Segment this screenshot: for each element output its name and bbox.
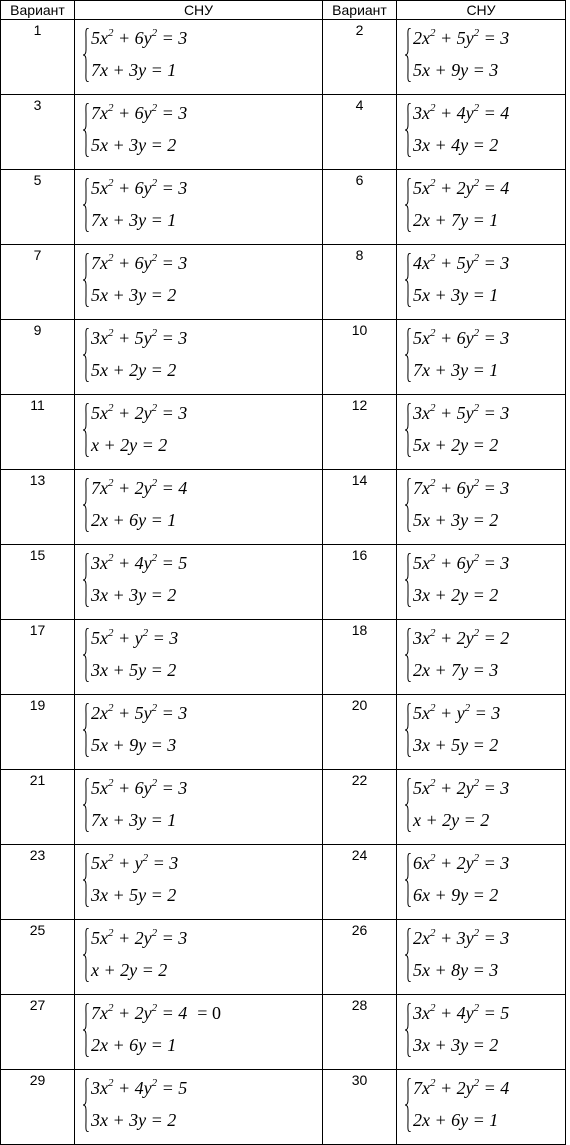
- equation-system: [75, 320, 322, 392]
- left-brace-icon: [83, 253, 89, 307]
- variant-number-left: 17: [1, 620, 75, 695]
- equation-system: [397, 845, 565, 917]
- equation-second: 2x + 6y = 1: [91, 510, 177, 530]
- equation-first: $3x^2 + 4y^2 = 5$: [91, 1077, 188, 1098]
- equation-system-right: [397, 620, 566, 695]
- table-body: [1, 20, 566, 1145]
- equation-system-left: [75, 20, 323, 95]
- variant-number-right: 4: [323, 95, 397, 170]
- left-brace-icon: [83, 403, 89, 457]
- equation-first: $5x^2 + 2y^2 = 3$: [91, 927, 188, 948]
- left-brace-icon: [83, 28, 89, 82]
- equation-second: 5x + 9y = 3: [413, 60, 499, 80]
- equation-system-left: [75, 770, 323, 845]
- equation-system-left: [75, 245, 323, 320]
- left-brace-icon: [405, 778, 411, 832]
- equation-system-left: [75, 695, 323, 770]
- equation-second: 3x + 3y = 2: [91, 1110, 177, 1130]
- equation-second: 7x + 3y = 1: [413, 360, 499, 380]
- left-brace-icon: [83, 328, 89, 382]
- left-brace-icon: [83, 778, 89, 832]
- equation-first: $3x^2 + 4y^2 = 5$: [91, 552, 188, 573]
- equation-system: [397, 995, 565, 1067]
- table-row: [1, 95, 566, 170]
- variant-number-right: 2: [323, 20, 397, 95]
- variant-number-right: 30: [323, 1070, 397, 1145]
- variant-number-right: 10: [323, 320, 397, 395]
- variant-number-left: 25: [1, 920, 75, 995]
- header-variant-right: Вариант: [323, 1, 397, 20]
- equation-system: [397, 620, 565, 692]
- left-brace-icon: [405, 328, 411, 382]
- variant-number-right: 20: [323, 695, 397, 770]
- table-row: [1, 245, 566, 320]
- equation-second: 3x + 3y = 2: [413, 1035, 499, 1055]
- equation-system-right: [397, 920, 566, 995]
- equation-system: [75, 395, 322, 467]
- equation-system-right: [397, 995, 566, 1070]
- variant-number-left: 1: [1, 20, 75, 95]
- equation-second: 6x + 9y = 2: [413, 885, 499, 905]
- equation-system: [397, 95, 565, 167]
- equation-system: [75, 245, 322, 317]
- table-row: [1, 770, 566, 845]
- equation-first: $7x^2 + 6y^2 = 3$: [91, 252, 188, 273]
- left-brace-icon: [405, 853, 411, 907]
- equation-second: 2x + 7y = 1: [413, 210, 499, 230]
- equation-first: $5x^2 + 2y^2 = 3$: [413, 777, 510, 798]
- header-row: [1, 1, 566, 20]
- equation-system-left: [75, 470, 323, 545]
- equation-system: [397, 1070, 565, 1142]
- left-brace-icon: [83, 1078, 89, 1132]
- equation-second: 7x + 3y = 1: [91, 210, 177, 230]
- equation-second: x + 2y = 2: [413, 810, 490, 830]
- equation-first: $5x^2 + y^2 = 3$: [91, 627, 179, 648]
- table-row: [1, 620, 566, 695]
- table-row: [1, 20, 566, 95]
- variant-number-left: 7: [1, 245, 75, 320]
- table-row: [1, 470, 566, 545]
- variant-number-right: 6: [323, 170, 397, 245]
- equation-system: [75, 920, 322, 992]
- equation-system-left: [75, 320, 323, 395]
- equation-system-right: [397, 320, 566, 395]
- table-row: [1, 395, 566, 470]
- equation-first: $3x^2 + 5y^2 = 3$: [91, 327, 188, 348]
- left-brace-icon: [83, 103, 89, 157]
- equation-system-right: [397, 545, 566, 620]
- equation-first: $2x^2 + 5y^2 = 3$: [91, 702, 188, 723]
- equation-first: $2x^2 + 5y^2 = 3$: [413, 27, 510, 48]
- equation-second: 2x + 6y = 1: [413, 1110, 499, 1130]
- equation-system: [75, 845, 322, 917]
- equation-second: 5x + 3y = 2: [413, 510, 499, 530]
- variant-number-right: 8: [323, 245, 397, 320]
- equation-system-right: [397, 20, 566, 95]
- header-system-left: СНУ: [75, 1, 323, 20]
- equation-first: $3x^2 + 4y^2 = 4$: [413, 102, 510, 123]
- table-row: [1, 545, 566, 620]
- variant-number-left: 19: [1, 695, 75, 770]
- equation-second: 5x + 2y = 2: [91, 360, 177, 380]
- variant-number-right: 18: [323, 620, 397, 695]
- variant-number-right: 14: [323, 470, 397, 545]
- equation-first: $2x^2 + 3y^2 = 3$: [413, 927, 510, 948]
- equation-second: 5x + 3y = 2: [91, 285, 177, 305]
- equation-system: [75, 470, 322, 542]
- equation-second: 7x + 3y = 1: [91, 810, 177, 830]
- equation-first: $5x^2 + y^2 = 3$: [91, 852, 179, 873]
- equation-system-right: [397, 470, 566, 545]
- equation-system-right: [397, 95, 566, 170]
- table-row: [1, 845, 566, 920]
- equation-system: [397, 320, 565, 392]
- equation-system: [75, 545, 322, 617]
- left-brace-icon: [83, 628, 89, 682]
- equation-second: 5x + 3y = 2: [91, 135, 177, 155]
- equation-second: 5x + 2y = 2: [413, 435, 499, 455]
- table-row: [1, 320, 566, 395]
- equation-first: $5x^2 + 6y^2 = 3$: [413, 327, 510, 348]
- left-brace-icon: [405, 1078, 411, 1132]
- equation-system-left: [75, 170, 323, 245]
- equation-first: $7x^2 + 6y^2 = 3$: [413, 477, 510, 498]
- equation-first: $5x^2 + 6y^2 = 3$: [91, 777, 188, 798]
- left-brace-icon: [83, 478, 89, 532]
- left-brace-icon: [83, 553, 89, 607]
- equation-second: 3x + 5y = 2: [91, 660, 177, 680]
- equation-system-left: [75, 1070, 323, 1145]
- equation-system-left: [75, 395, 323, 470]
- equation-system: [397, 920, 565, 992]
- equation-system: [397, 20, 565, 92]
- equation-system-right: [397, 695, 566, 770]
- variant-number-right: 16: [323, 545, 397, 620]
- equation-first: $5x^2 + 6y^2 = 3$: [91, 177, 188, 198]
- left-brace-icon: [405, 1003, 411, 1057]
- variant-number-right: 22: [323, 770, 397, 845]
- equation-second: 2x + 7y = 3: [413, 660, 499, 680]
- left-brace-icon: [405, 178, 411, 232]
- equation-system-right: [397, 395, 566, 470]
- equation-second: 3x + 4y = 2: [413, 135, 499, 155]
- equation-second: 3x + 3y = 2: [91, 585, 177, 605]
- variant-number-left: 3: [1, 95, 75, 170]
- equation-second: 3x + 5y = 2: [91, 885, 177, 905]
- equation-first: $3x^2 + 5y^2 = 3$: [413, 402, 510, 423]
- equation-system: [397, 170, 565, 242]
- table-row: [1, 170, 566, 245]
- equation-first: $3x^2 + 4y^2 = 5$: [413, 1002, 510, 1023]
- left-brace-icon: [83, 928, 89, 982]
- equation-first: $7x^2 + 2y^2 = 4 = 0$: [91, 1002, 221, 1023]
- equation-system: [397, 545, 565, 617]
- table-row: [1, 695, 566, 770]
- equation-system-right: [397, 845, 566, 920]
- equation-extra: = 0: [197, 1003, 221, 1023]
- equation-first: $5x^2 + y^2 = 3$: [413, 702, 501, 723]
- equation-system-left: [75, 545, 323, 620]
- left-brace-icon: [405, 553, 411, 607]
- left-brace-icon: [405, 928, 411, 982]
- equation-system: [75, 95, 322, 167]
- equation-system-right: [397, 245, 566, 320]
- variant-number-left: 27: [1, 995, 75, 1070]
- left-brace-icon: [405, 28, 411, 82]
- equation-system-right: [397, 770, 566, 845]
- equation-second: 5x + 9y = 3: [91, 735, 177, 755]
- equation-system-left: [75, 845, 323, 920]
- equation-system: [75, 20, 322, 92]
- table-row: [1, 1070, 566, 1145]
- left-brace-icon: [83, 178, 89, 232]
- variant-number-left: 5: [1, 170, 75, 245]
- equation-second: x + 2y = 2: [91, 960, 168, 980]
- equation-system: [75, 695, 322, 767]
- equation-first: $4x^2 + 5y^2 = 3$: [413, 252, 510, 273]
- equation-second: 2x + 6y = 1: [91, 1035, 177, 1055]
- equation-second: 3x + 2y = 2: [413, 585, 499, 605]
- equation-system: [397, 770, 565, 842]
- variant-number-left: 15: [1, 545, 75, 620]
- header-system-right: СНУ: [397, 1, 566, 20]
- equation-system: [75, 170, 322, 242]
- variant-number-left: 23: [1, 845, 75, 920]
- equation-system-left: [75, 995, 323, 1070]
- left-brace-icon: [405, 403, 411, 457]
- header-variant-left: Вариант: [1, 1, 75, 20]
- equation-first: $6x^2 + 2y^2 = 3$: [413, 852, 510, 873]
- variant-number-right: 12: [323, 395, 397, 470]
- equation-second: 7x + 3y = 1: [91, 60, 177, 80]
- equation-system: [75, 995, 322, 1067]
- variant-number-left: 13: [1, 470, 75, 545]
- equation-second: x + 2y = 2: [91, 435, 168, 455]
- left-brace-icon: [405, 478, 411, 532]
- equation-system: [75, 770, 322, 842]
- equation-system: [397, 470, 565, 542]
- equation-system-left: [75, 620, 323, 695]
- equation-first: $5x^2 + 6y^2 = 3$: [413, 552, 510, 573]
- equation-first: $5x^2 + 6y^2 = 3$: [91, 27, 188, 48]
- equation-system: [397, 245, 565, 317]
- equation-system: [75, 620, 322, 692]
- equation-first: $5x^2 + 2y^2 = 4$: [413, 177, 510, 198]
- table-row: [1, 920, 566, 995]
- table-row: [1, 995, 566, 1070]
- equation-system: [397, 695, 565, 767]
- equation-second: 3x + 5y = 2: [413, 735, 499, 755]
- equation-system-left: [75, 920, 323, 995]
- left-brace-icon: [83, 703, 89, 757]
- variant-number-right: 26: [323, 920, 397, 995]
- equation-first: $7x^2 + 2y^2 = 4$: [91, 477, 188, 498]
- equation-second: 5x + 3y = 1: [413, 285, 499, 305]
- equation-system: [397, 395, 565, 467]
- variant-number-right: 24: [323, 845, 397, 920]
- left-brace-icon: [405, 253, 411, 307]
- variant-number-left: 11: [1, 395, 75, 470]
- variant-number-left: 21: [1, 770, 75, 845]
- equation-system-right: [397, 170, 566, 245]
- left-brace-icon: [83, 1003, 89, 1057]
- left-brace-icon: [405, 703, 411, 757]
- variant-number-right: 28: [323, 995, 397, 1070]
- equation-system-left: [75, 95, 323, 170]
- equation-first: $7x^2 + 6y^2 = 3$: [91, 102, 188, 123]
- equation-first: $5x^2 + 2y^2 = 3$: [91, 402, 188, 423]
- equation-first: $7x^2 + 2y^2 = 4$: [413, 1077, 510, 1098]
- left-brace-icon: [83, 853, 89, 907]
- equation-system-right: [397, 1070, 566, 1145]
- variant-number-left: 29: [1, 1070, 75, 1145]
- left-brace-icon: [405, 628, 411, 682]
- variant-number-left: 9: [1, 320, 75, 395]
- equation-first: $3x^2 + 2y^2 = 2$: [413, 627, 510, 648]
- equation-second: 5x + 8y = 3: [413, 960, 499, 980]
- equation-system: [75, 1070, 322, 1142]
- left-brace-icon: [405, 103, 411, 157]
